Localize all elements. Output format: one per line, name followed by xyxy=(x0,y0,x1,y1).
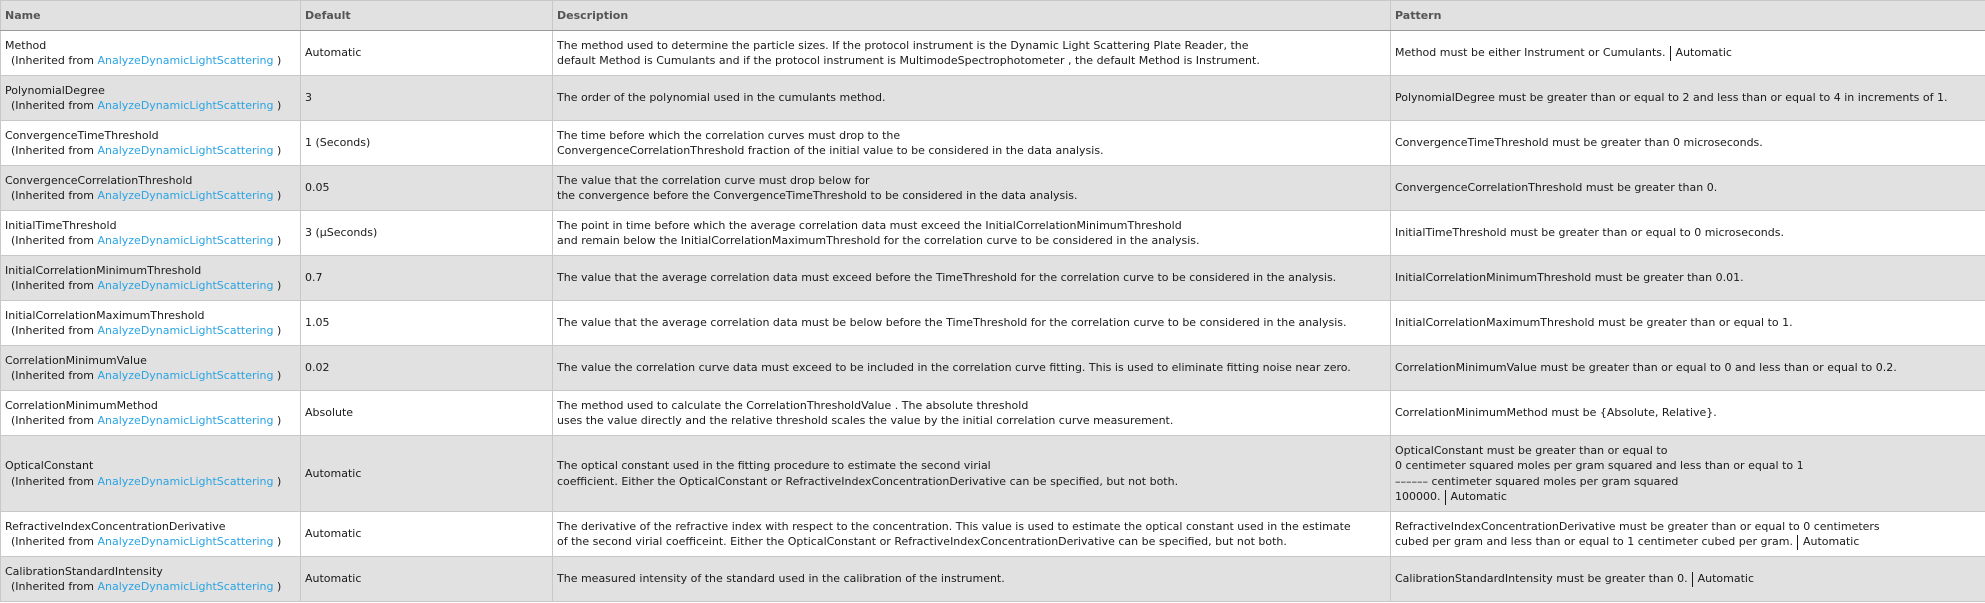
option-description xyxy=(553,211,1391,256)
table-row xyxy=(1,211,1985,256)
inherited-note xyxy=(5,143,296,159)
option-description xyxy=(553,256,1391,301)
pattern-text: CorrelationMinimumMethod must be {Absolute, Relative}. xyxy=(1395,406,1717,420)
inherited-note xyxy=(5,323,296,339)
option-pattern xyxy=(1391,301,1985,346)
pattern-text: CorrelationMinimumValue must be greater than or equal to 0 and less than or equal to 0.2. xyxy=(1395,361,1897,375)
pattern-alternative: Automatic xyxy=(1697,572,1755,586)
inherited-prefix: (Inherited from xyxy=(11,414,98,427)
pattern-text: Method must be either Instrument or Cumulants. xyxy=(1395,46,1666,60)
header-name: Name xyxy=(1,1,301,31)
option-pattern xyxy=(1391,121,1985,166)
option-name: InitialTimeThreshold xyxy=(5,218,117,232)
inherited-from-link[interactable]: AnalyzeDynamicLightScattering xyxy=(97,234,274,247)
inherited-prefix: (Inherited from xyxy=(11,279,98,292)
table-row xyxy=(1,436,1985,512)
pattern-text: ConvergenceTimeThreshold must be greater than 0 microseconds. xyxy=(1395,136,1763,150)
pattern-line xyxy=(1395,519,1981,535)
pattern-text: OpticalConstant must be greater than or equal to xyxy=(1395,443,1668,457)
option-pattern xyxy=(1391,166,1985,211)
option-pattern xyxy=(1391,391,1985,436)
option-name-cell xyxy=(1,436,301,512)
option-description xyxy=(553,166,1391,211)
description-line: the convergence before the ConvergenceTimeThreshold to be considered in the data analysis. xyxy=(557,189,1078,202)
pattern-line xyxy=(1395,360,1981,376)
description-line: The point in time before which the average correlation data must exceed the InitialCorrelationMinimumThreshold xyxy=(557,218,1182,232)
inherited-prefix: (Inherited from xyxy=(11,369,98,382)
inherited-prefix: (Inherited from xyxy=(11,234,98,247)
inherited-suffix: ) xyxy=(273,324,282,337)
inherited-from-link[interactable]: AnalyzeDynamicLightScattering xyxy=(97,535,274,548)
inherited-suffix: ) xyxy=(273,369,282,382)
option-name: CalibrationStandardIntensity xyxy=(5,564,163,578)
inherited-prefix: (Inherited from xyxy=(11,535,98,548)
option-default: 3 xyxy=(301,76,553,121)
inherited-suffix: ) xyxy=(273,234,282,247)
header-description: Description xyxy=(553,1,1391,31)
option-name: InitialCorrelationMinimumThreshold xyxy=(5,263,202,277)
table-row xyxy=(1,256,1985,301)
inherited-suffix: ) xyxy=(273,279,282,292)
inherited-note xyxy=(5,474,296,490)
inherited-prefix: (Inherited from xyxy=(11,144,98,157)
alternative-separator xyxy=(1670,46,1671,61)
option-default: 0.7 xyxy=(301,256,553,301)
option-name-cell xyxy=(1,211,301,256)
pattern-line xyxy=(1395,45,1981,61)
option-default: Automatic xyxy=(301,31,553,76)
description-line: The measured intensity of the standard used in the calibration of the instrument. xyxy=(557,572,1005,586)
pattern-line xyxy=(1395,180,1981,196)
inherited-prefix: (Inherited from xyxy=(11,580,98,593)
inherited-suffix: ) xyxy=(273,580,282,593)
pattern-text: CalibrationStandardIntensity must be greater than 0. xyxy=(1395,572,1688,586)
option-pattern xyxy=(1391,31,1985,76)
pattern-alternative: Automatic xyxy=(1450,490,1507,503)
inherited-prefix: (Inherited from xyxy=(11,99,98,112)
inherited-suffix: ) xyxy=(273,474,282,488)
inherited-from-link[interactable]: AnalyzeDynamicLightScattering xyxy=(97,474,274,488)
description-line: The value the correlation curve data must exceed to be included in the correlation curve fitting. This is used to eliminate fitting noise near zero. xyxy=(557,361,1351,375)
table-row xyxy=(1,301,1985,346)
header-default: Default xyxy=(301,1,553,31)
option-name: OpticalConstant xyxy=(5,459,94,472)
option-default: Automatic xyxy=(301,512,553,557)
table-row xyxy=(1,31,1985,76)
pattern-text: InitialCorrelationMaximumThreshold must be greater than or equal to 1. xyxy=(1395,316,1793,330)
option-name-cell xyxy=(1,121,301,166)
pattern-line xyxy=(1395,270,1981,286)
option-name-cell xyxy=(1,256,301,301)
pattern-alternative: Automatic xyxy=(1802,535,1860,548)
description-line: coefficient. Either the OpticalConstant or RefractiveIndexConcentrationDerivative can be specified, but not both. xyxy=(557,474,1179,488)
option-description xyxy=(553,301,1391,346)
pattern-text: InitialTimeThreshold must be greater than or equal to 0 microseconds. xyxy=(1395,226,1784,240)
inherited-prefix: (Inherited from xyxy=(11,324,98,337)
option-name: ConvergenceTimeThreshold xyxy=(5,128,159,142)
description-line: The value that the correlation curve must drop below for xyxy=(557,173,870,187)
option-pattern xyxy=(1391,256,1985,301)
inherited-suffix: ) xyxy=(273,414,282,427)
option-pattern xyxy=(1391,512,1985,557)
inherited-note xyxy=(5,233,296,249)
option-name: CorrelationMinimumValue xyxy=(5,353,147,367)
header-pattern: Pattern xyxy=(1391,1,1985,31)
option-pattern xyxy=(1391,557,1985,602)
pattern-alternative: Automatic xyxy=(1675,46,1732,60)
inherited-note xyxy=(5,413,296,429)
pattern-line xyxy=(1395,534,1981,550)
pattern-line xyxy=(1395,489,1981,505)
description-line: The method used to calculate the CorrelationThresholdValue . The absolute threshold xyxy=(557,398,1029,412)
inherited-from-link[interactable]: AnalyzeDynamicLightScattering xyxy=(97,580,274,593)
option-name-cell xyxy=(1,166,301,211)
pattern-line xyxy=(1395,458,1981,474)
option-pattern xyxy=(1391,346,1985,391)
option-default: 1.05 xyxy=(301,301,553,346)
description-line: The derivative of the refractive index with respect to the concentration. This value is used to estimate the optical constant used in the estimate xyxy=(557,519,1351,533)
table-row xyxy=(1,76,1985,121)
inherited-from-link[interactable]: AnalyzeDynamicLightScattering xyxy=(97,414,274,427)
pattern-line xyxy=(1395,474,1981,490)
description-line: default Method is Cumulants and if the protocol instrument is MultimodeSpectrophotometer , the default Method is Instrument. xyxy=(557,54,1260,67)
option-description xyxy=(553,557,1391,602)
table-row xyxy=(1,391,1985,436)
option-pattern xyxy=(1391,211,1985,256)
option-name-cell xyxy=(1,346,301,391)
option-default: Automatic xyxy=(301,436,553,512)
options-table-body xyxy=(1,31,1985,602)
table-row xyxy=(1,557,1985,602)
pattern-line xyxy=(1395,90,1981,106)
pattern-line xyxy=(1395,443,1981,459)
inherited-from-link[interactable]: AnalyzeDynamicLightScattering xyxy=(97,324,274,337)
description-line: The method used to determine the particle sizes. If the protocol instrument is the Dynamic Light Scattering Plate Reader, the xyxy=(557,38,1249,52)
inherited-note xyxy=(5,53,296,69)
option-description xyxy=(553,31,1391,76)
option-default: Automatic xyxy=(301,557,553,602)
option-name: PolynomialDegree xyxy=(5,83,105,97)
option-default: 0.05 xyxy=(301,166,553,211)
option-description xyxy=(553,346,1391,391)
inherited-note xyxy=(5,188,296,204)
option-name: RefractiveIndexConcentrationDerivative xyxy=(5,519,226,533)
inherited-from-link[interactable]: AnalyzeDynamicLightScattering xyxy=(97,369,274,382)
option-default: 0.02 xyxy=(301,346,553,391)
option-default: 3 (μSeconds) xyxy=(301,211,553,256)
option-description xyxy=(553,512,1391,557)
pattern-text: PolynomialDegree must be greater than or equal to 2 and less than or equal to 4 in increments of 1. xyxy=(1395,91,1948,105)
pattern-text: 100000. xyxy=(1395,490,1441,503)
inherited-prefix: (Inherited from xyxy=(11,474,98,488)
option-default: Absolute xyxy=(301,391,553,436)
inherited-from-link[interactable]: AnalyzeDynamicLightScattering xyxy=(97,189,274,202)
pattern-line xyxy=(1395,135,1981,151)
inherited-from-link[interactable]: AnalyzeDynamicLightScattering xyxy=(97,279,274,292)
alternative-separator xyxy=(1797,535,1798,550)
option-pattern xyxy=(1391,436,1985,512)
pattern-line xyxy=(1395,571,1981,587)
description-line: ConvergenceCorrelationThreshold fraction of the initial value to be considered in the data analysis. xyxy=(557,144,1104,157)
alternative-separator xyxy=(1445,490,1446,505)
table-row xyxy=(1,166,1985,211)
pattern-text: RefractiveIndexConcentrationDerivative must be greater than or equal to 0 centimeters xyxy=(1395,519,1880,533)
option-description xyxy=(553,76,1391,121)
option-description xyxy=(553,391,1391,436)
option-name-cell xyxy=(1,301,301,346)
inherited-suffix: ) xyxy=(273,144,282,157)
option-name-cell xyxy=(1,31,301,76)
inherited-note xyxy=(5,98,296,114)
inherited-note xyxy=(5,368,296,384)
option-name-cell xyxy=(1,76,301,121)
inherited-prefix: (Inherited from xyxy=(11,54,98,67)
alternative-separator xyxy=(1692,572,1693,587)
description-line: The value that the average correlation data must exceed before the TimeThreshold for the correlation curve to be considered in the analysis. xyxy=(557,271,1337,285)
option-name: ConvergenceCorrelationThreshold xyxy=(5,173,193,187)
option-name-cell xyxy=(1,557,301,602)
inherited-note xyxy=(5,534,296,550)
pattern-text: 0 centimeter squared moles per gram squared and less than or equal to 1 xyxy=(1395,459,1804,472)
pattern-line xyxy=(1395,315,1981,331)
inherited-suffix: ) xyxy=(273,535,282,548)
pattern-text: ConvergenceCorrelationThreshold must be greater than 0. xyxy=(1395,181,1718,195)
option-name: InitialCorrelationMaximumThreshold xyxy=(5,308,205,322)
table-row xyxy=(1,512,1985,557)
description-line: uses the value directly and the relative threshold scales the value by the initial correlation curve measurement. xyxy=(557,414,1174,427)
inherited-suffix: ) xyxy=(273,99,282,112)
inherited-prefix: (Inherited from xyxy=(11,189,98,202)
description-line: The time before which the correlation curves must drop to the xyxy=(557,128,901,142)
inherited-note xyxy=(5,579,296,595)
table-row xyxy=(1,121,1985,166)
header-row xyxy=(1,1,1985,31)
option-pattern xyxy=(1391,76,1985,121)
pattern-text: cubed per gram and less than or equal to 1 centimeter cubed per gram. xyxy=(1395,535,1793,548)
option-name: CorrelationMinimumMethod xyxy=(5,398,158,412)
option-default: 1 (Seconds) xyxy=(301,121,553,166)
table-row xyxy=(1,346,1985,391)
description-line: The order of the polynomial used in the cumulants method. xyxy=(557,91,886,105)
pattern-line xyxy=(1395,405,1981,421)
description-line: of the second virial coefficeint. Either the OpticalConstant or RefractiveIndexConcentrationDerivative can be specified, but not both. xyxy=(557,535,1287,548)
option-name-cell xyxy=(1,391,301,436)
option-name-cell xyxy=(1,512,301,557)
description-line: The optical constant used in the fitting procedure to estimate the second virial xyxy=(557,459,991,472)
option-name: Method xyxy=(5,38,47,52)
description-line: The value that the average correlation data must be below before the TimeThreshold for the correlation curve to be considered in the analysis. xyxy=(557,316,1347,330)
pattern-text: InitialCorrelationMinimumThreshold must be greater than 0.01. xyxy=(1395,271,1744,285)
description-line: and remain below the InitialCorrelationMaximumThreshold for the correlation curve to be considered in the analysis. xyxy=(557,234,1200,247)
pattern-text: –––––– centimeter squared moles per gram squared xyxy=(1395,474,1679,488)
inherited-from-link[interactable]: AnalyzeDynamicLightScattering xyxy=(97,99,274,112)
inherited-from-link[interactable]: AnalyzeDynamicLightScattering xyxy=(97,144,274,157)
inherited-note xyxy=(5,278,296,294)
inherited-suffix: ) xyxy=(273,54,282,67)
pattern-line xyxy=(1395,225,1981,241)
option-description xyxy=(553,436,1391,512)
inherited-suffix: ) xyxy=(273,189,282,202)
inherited-from-link[interactable]: AnalyzeDynamicLightScattering xyxy=(97,54,274,67)
option-description xyxy=(553,121,1391,166)
